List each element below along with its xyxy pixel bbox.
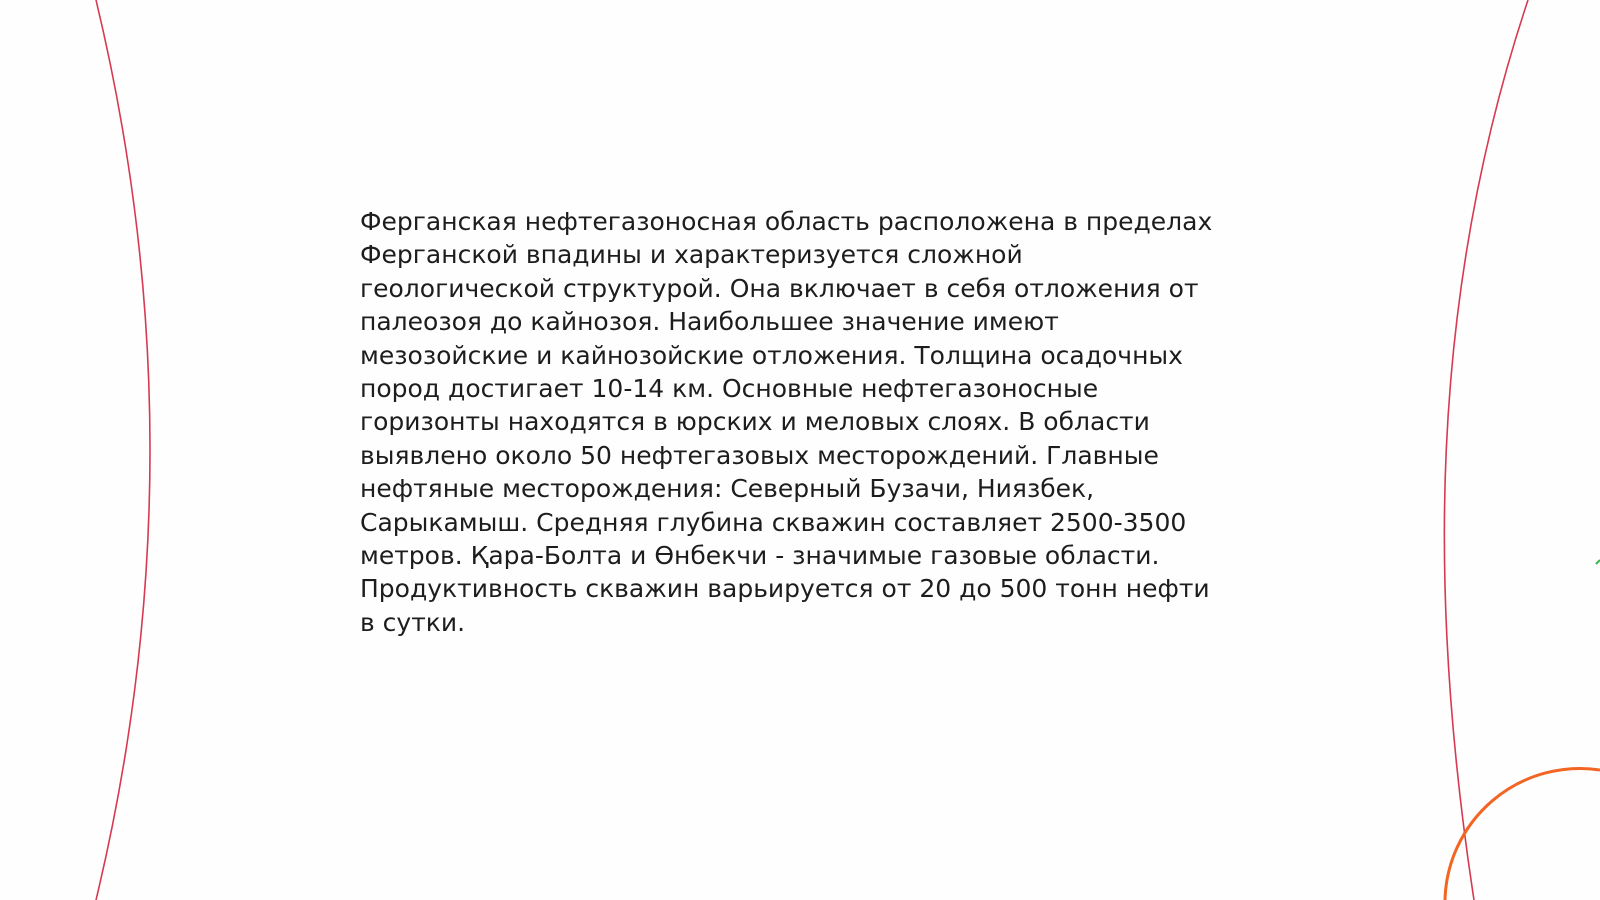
left-curve-line [96, 0, 150, 900]
green-accent-mark [1596, 560, 1600, 564]
slide-body-text: Ферганская нефтегазоносная область расположена в пределах Ферганской впадины и характеризуется сложной геологической структурой. Она включает в себя отложения от палеозоя до кайнозоя. Наибольшее значение имеют мезозойские и кайнозойские отложения. Толщина осадочных пород достигает 10-14 км. Основные нефтегазоносные горизонты находятся в юрских и меловых слоях. В области выявлено около 50 нефтегазовых месторождений. Главные нефтяные месторождения: Северный Бузачи, Ниязбек, Сарыкамыш. Средняя глубина скважин составляет 2500-3500 метров. Қара-Болта и Өнбекчи - значимые газовые области. Продуктивность скважин варьируется от 20 до 500 тонн нефти в сутки. [360, 207, 1213, 637]
right-curve-line [1444, 0, 1528, 900]
orange-arc [1445, 769, 1600, 900]
